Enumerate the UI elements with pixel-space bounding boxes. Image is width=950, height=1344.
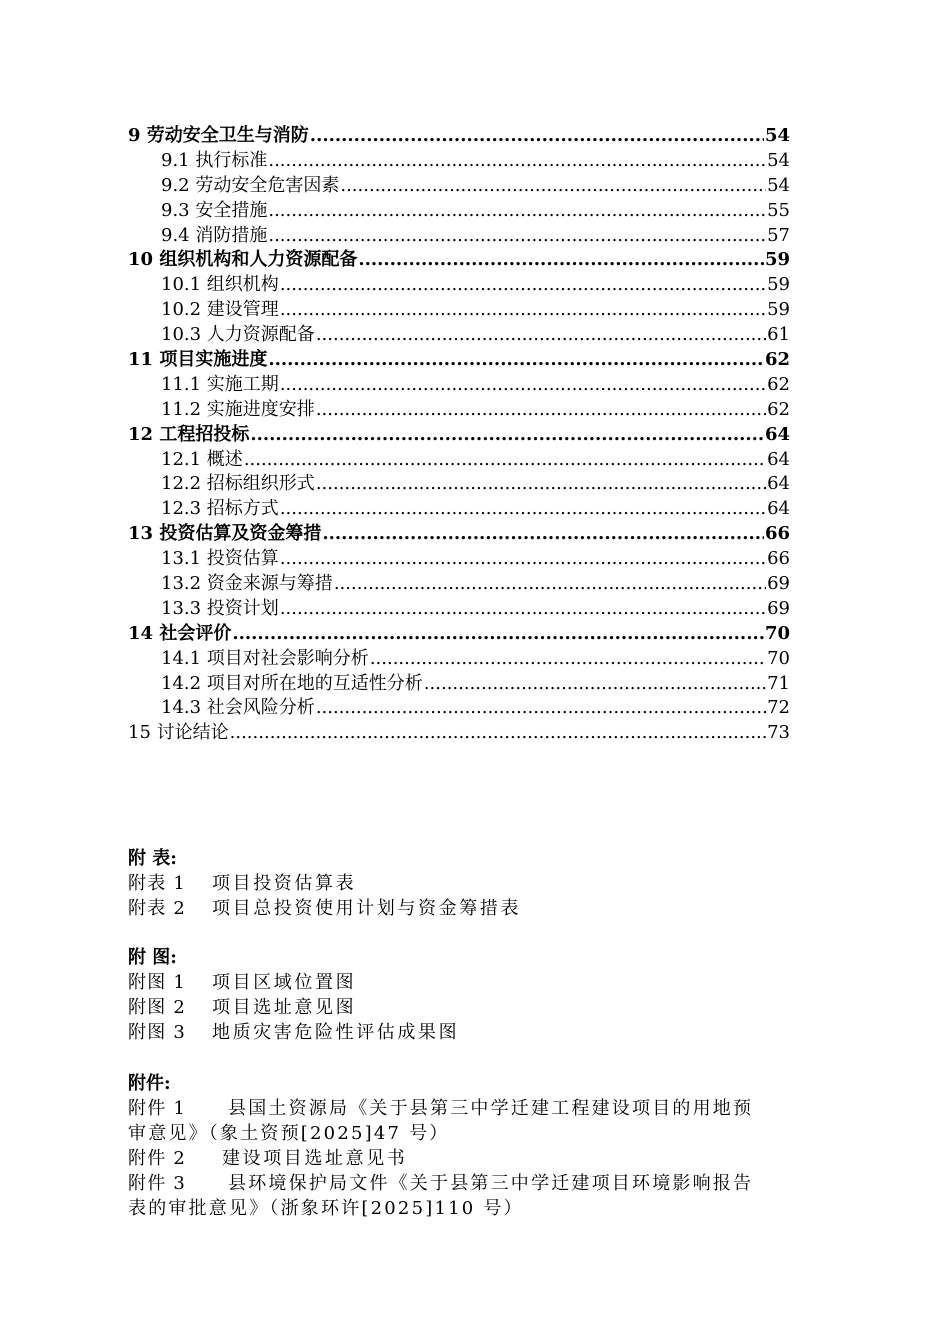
toc-dot-leader <box>424 672 766 697</box>
attached-tables-heading: 附 表: <box>128 848 177 869</box>
toc-dot-leader <box>310 124 764 149</box>
toc-section-entry[interactable] <box>128 497 790 522</box>
toc-section-entry[interactable] <box>128 597 790 622</box>
attached-table-item <box>128 896 521 921</box>
toc-entry-title: 12.1 概述 <box>161 448 243 470</box>
toc-section-entry[interactable] <box>128 224 790 249</box>
toc-dot-leader <box>358 248 764 273</box>
attachment-label: 附件 3 <box>128 1173 186 1194</box>
toc-dot-leader <box>230 721 766 746</box>
toc-page-number: 73 <box>767 722 790 744</box>
toc-chapter-entry[interactable] <box>128 124 790 149</box>
toc-page-number: 70 <box>767 647 790 669</box>
attachment-item <box>128 1146 828 1171</box>
attachment-item <box>128 1096 828 1121</box>
attached-table-text: 项目投资估算表 <box>212 873 357 894</box>
toc-section-entry[interactable] <box>128 572 790 597</box>
toc-entry-title: 10.1 组织机构 <box>161 274 279 296</box>
toc-entry-title: 9.2 劳动安全危害因素 <box>161 174 340 196</box>
toc-chapter-entry[interactable] <box>128 622 790 647</box>
toc-section-entry[interactable] <box>128 647 790 672</box>
toc-chapter-entry[interactable] <box>128 248 790 273</box>
attachment-text: 建设项目选址意见书 <box>222 1148 408 1169</box>
toc-entry-title: 13.1 投资估算 <box>161 548 279 570</box>
toc-entry-title: 12.2 招标组织形式 <box>161 473 315 495</box>
attached-tables-section <box>128 846 521 921</box>
toc-dot-leader <box>316 323 766 348</box>
toc-dot-leader <box>322 522 764 547</box>
toc-entry-title: 11.1 实施工期 <box>161 373 279 395</box>
attached-table-item <box>128 871 521 896</box>
attachment-text-continued: 表的审批意见》（浙象环许[2025]110 号） <box>128 1198 524 1219</box>
toc-dot-leader <box>268 224 766 249</box>
toc-page-number: 62 <box>767 373 790 395</box>
toc-page-number: 64 <box>767 473 790 495</box>
toc-section-entry[interactable] <box>128 398 790 423</box>
table-of-contents <box>128 124 790 746</box>
toc-dot-leader <box>280 298 766 323</box>
toc-page-number: 54 <box>764 125 790 146</box>
toc-dot-leader <box>280 597 766 622</box>
attached-table-label: 附表 1 <box>128 873 186 894</box>
attached-figure-text: 项目区域位置图 <box>212 972 357 993</box>
toc-section-entry[interactable] <box>128 448 790 473</box>
toc-section-entry[interactable] <box>128 672 790 697</box>
attachments-section <box>128 1071 828 1221</box>
toc-dot-leader <box>280 547 766 572</box>
toc-page-number: 59 <box>767 299 790 321</box>
toc-chapter-entry[interactable] <box>128 348 790 373</box>
toc-dot-leader <box>268 348 764 373</box>
toc-entry-title: 13.3 投资计划 <box>161 597 279 619</box>
attachment-text-continued: 审意见》（象土资预[2025]47 号） <box>128 1123 450 1144</box>
toc-entry-title: 13 投资估算及资金筹措 <box>128 523 322 545</box>
toc-dot-leader <box>232 622 764 647</box>
toc-dot-leader <box>316 696 766 721</box>
attachment-label: 附件 2 <box>128 1148 186 1169</box>
toc-page-number: 59 <box>767 274 790 296</box>
toc-entry-title: 12 工程招投标 <box>128 423 250 445</box>
toc-page-number: 64 <box>767 498 790 520</box>
attached-figure-text: 项目选址意见图 <box>212 997 357 1018</box>
attached-figure-item <box>128 1020 459 1045</box>
toc-page-number: 71 <box>767 672 790 694</box>
toc-entry-title: 12.3 招标方式 <box>161 498 279 520</box>
toc-page-number: 55 <box>767 199 790 221</box>
toc-section-entry[interactable] <box>128 298 790 323</box>
attached-figures-heading: 附 图: <box>128 947 177 968</box>
toc-entry-title: 11.2 实施进度安排 <box>161 398 315 420</box>
toc-entry-title: 14 社会评价 <box>128 622 232 644</box>
toc-dot-leader <box>280 373 766 398</box>
toc-section-entry[interactable] <box>128 273 790 298</box>
toc-page-number: 70 <box>764 622 790 644</box>
toc-dot-leader <box>268 199 766 224</box>
toc-section-entry[interactable] <box>128 696 790 721</box>
toc-section-entry[interactable] <box>128 174 790 199</box>
toc-chapter-entry[interactable] <box>128 423 790 448</box>
toc-page-number: 69 <box>767 597 790 619</box>
toc-page-number: 62 <box>767 398 790 420</box>
toc-dot-leader <box>334 572 766 597</box>
attached-figures-section <box>128 945 459 1045</box>
attachment-text: 县国土资源局《关于县第三中学迁建工程建设项目的用地预 <box>228 1098 754 1119</box>
toc-page-number: 54 <box>767 149 790 171</box>
toc-section-entry[interactable] <box>128 149 790 174</box>
toc-dot-leader <box>316 472 766 497</box>
toc-dot-leader <box>316 398 766 423</box>
toc-page-number: 62 <box>764 349 790 371</box>
toc-page-number: 61 <box>767 324 790 346</box>
toc-entry-title: 15 讨论结论 <box>128 722 229 744</box>
toc-page-number: 54 <box>767 174 790 196</box>
attached-table-label: 附表 2 <box>128 898 186 919</box>
toc-section-entry[interactable] <box>128 373 790 398</box>
toc-entry-title: 13.2 资金来源与筹措 <box>161 573 333 595</box>
toc-page-number: 69 <box>767 573 790 595</box>
toc-section-entry[interactable] <box>128 547 790 572</box>
toc-section-entry[interactable] <box>128 323 790 348</box>
attached-table-text: 项目总投资使用计划与资金筹措表 <box>212 898 521 919</box>
toc-entry-title: 14.2 项目对所在地的互适性分析 <box>161 672 423 694</box>
toc-page-number: 64 <box>767 448 790 470</box>
toc-entry-title: 9.3 安全措施 <box>161 199 268 221</box>
toc-dot-leader <box>268 149 766 174</box>
toc-dot-leader <box>340 174 766 199</box>
attached-figure-label: 附图 3 <box>128 1022 186 1043</box>
toc-entry-title: 9 劳动安全卫生与消防 <box>128 125 309 146</box>
toc-entry-title: 10.3 人力资源配备 <box>161 324 315 346</box>
toc-chapter-entry[interactable] <box>128 522 790 547</box>
toc-dot-leader <box>370 647 766 672</box>
toc-entry-title: 9.4 消防措施 <box>161 224 268 246</box>
attached-figure-item <box>128 995 459 1020</box>
toc-dot-leader <box>244 448 766 473</box>
toc-entry-title: 10 组织机构和人力资源配备 <box>128 249 358 271</box>
toc-dot-leader <box>280 273 766 298</box>
attachment-item <box>128 1171 828 1196</box>
toc-page-number: 59 <box>764 249 790 271</box>
toc-entry-title: 9.1 执行标准 <box>161 149 268 171</box>
toc-dot-leader <box>280 497 766 522</box>
attachment-text: 县环境保护局文件《关于县第三中学迁建项目环境影响报告 <box>228 1173 754 1194</box>
attachment-label: 附件 1 <box>128 1098 186 1119</box>
attachments-heading: 附件: <box>128 1073 171 1094</box>
toc-page-number: 72 <box>767 697 790 719</box>
toc-section-entry[interactable] <box>128 472 790 497</box>
toc-entry-title: 10.2 建设管理 <box>161 299 279 321</box>
toc-entry[interactable] <box>128 721 790 746</box>
toc-section-entry[interactable] <box>128 199 790 224</box>
toc-entry-title: 11 项目实施进度 <box>128 349 268 371</box>
toc-page-number: 66 <box>764 523 790 545</box>
toc-entry-title: 14.1 项目对社会影响分析 <box>161 647 369 669</box>
toc-page-number: 57 <box>767 224 790 246</box>
attached-figure-label: 附图 2 <box>128 997 186 1018</box>
attached-figure-label: 附图 1 <box>128 972 186 993</box>
attached-figure-text: 地质灾害危险性评估成果图 <box>212 1022 460 1043</box>
toc-page-number: 64 <box>764 423 790 445</box>
toc-entry-title: 14.3 社会风险分析 <box>161 697 315 719</box>
toc-dot-leader <box>250 423 764 448</box>
toc-page-number: 66 <box>767 548 790 570</box>
attached-figure-item <box>128 970 459 995</box>
